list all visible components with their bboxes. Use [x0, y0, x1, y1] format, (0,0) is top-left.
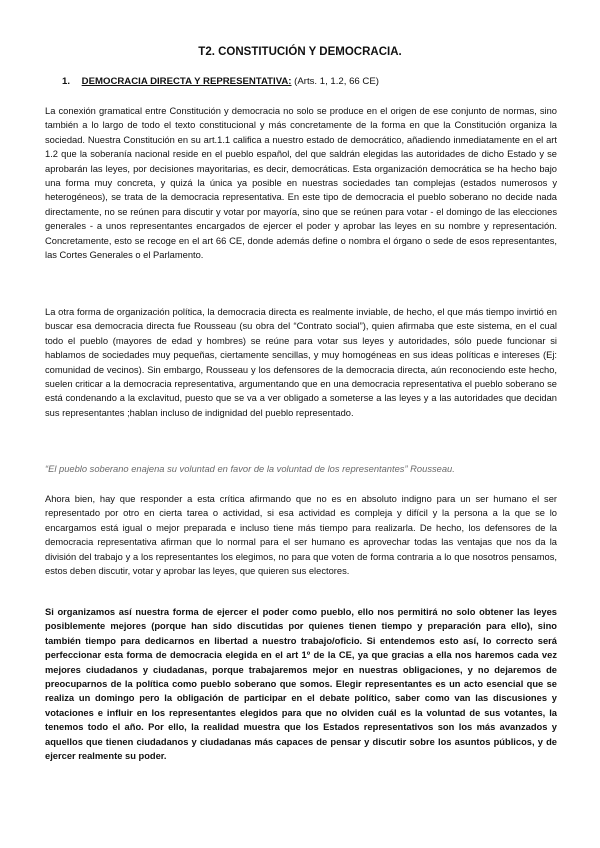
section-number: 1.: [62, 76, 71, 87]
paragraph-3: Ahora bien, hay que responder a esta crítica afirmando que no es en absoluto indigno para un ser humano el ser representado por otro en cierta tarea o actividad, si esa actividad es compleja y difícil y la persona a la que se lo encargamos está igual o mejor preparada e incluso tiene más tiempo para realizarla. De hecho, los defensores de la democracia representativa afirman que lo normal para el ser humano es aprovechar todas las ventajas que nos da la división del trabajo y a los representantes los elegimos, no para que voten de forma contraria a lo que nosotros pensamos, estos deben discutir, votar y aprobar las leyes, que quieren sus electores.: [45, 494, 557, 577]
paragraph-2: La otra forma de organización política, la democracia directa es realmente inviable, de hecho, el que más tiempo invirtió en buscar esa democracia directa fue Rousseau (su obra del “Contrato social”), quien afirmaba que este sistema, en el cual todo el pueblo (mayores de edad y hombres) se reúne para votar sus leyes y autoridades, sólo puede funcionar si hablamos de sociedades muy pequeñas, ciertamente sencillas, y muy homogéneas en sus ideas políticas e intereses (Ej: comunidad de vecinos). Sin embargo, Rousseau y los defensores de la democracia directa, aún reconociendo este hecho, suelen criticar a la democracia representativa, argumentando que en una democracia representativa el pueblo soberano se está condenando a la exclavitud, puesto que se va a ver obligado a someterse a las leyes y a las autoridades que decidan sus representantes ;hablan incluso de indignidad del pueblo representado.: [45, 307, 557, 418]
rousseau-quote: “El pueblo soberano enajena su voluntad en favor de la voluntad de los representantes” Rousseau.: [45, 464, 455, 474]
paragraph-1: La conexión gramatical entre Constitución y democracia no solo se produce en el origen de ese conjunto de normas, sino también a lo largo de todo el texto constitucional y más concretamente de la forma en que la Constitución organiza la sociedad. Nuestra Constitución en su art.1.1 califica a nuestro estado de democrático, añadiendo inmediatamente en el art 1.2 que la soberanía nacional reside en el pueblo español, del que saldrán elegidas las autoridades de dicho Estado y se aprobarán las leyes, por decisiones mayoritarias, es decir, democráticas. Esta organización democrática se ha hecho bajo una forma muy concreta, y quizá la única ya posible en nuestras sociedades tan complejas (estados numerosos y heterogéneos), se trata de la democracia representativa. En este tipo de democracia el pueblo soberano no decide nada directamente, no se reúnen para discutir y votar por mayoría, sino que se reúnen para votar - el domingo de las elecciones generales - a unos representantes encargados de ejercer el poder y aprobar las leyes en su nombre y representación. Concretamente, esto se recoge en el art 66 CE, donde además define o nombra el órgano o sede de esos representantes, las Cortes Generales o el Parlamento.: [45, 106, 557, 261]
section-heading: [62, 76, 379, 87]
paragraph-4: Si organizamos así nuestra forma de ejercer el poder como pueblo, ello nos permitirá no solo obtener las leyes posiblemente mejores (porque han sido discutidas por quienes tienen tiempo y preparación para ello), sino también tiempo para dedicarnos en libertad a nuestro trabajo/oficio. Si entendemos esto así, lo correcto será perfeccionar esta forma de democracia elegida en el art 1º de la CE, ya que gracias a ella nos haremos cada vez mejores ciudadanos y ciudadanas, porque trabajaremos mejor en nuestras obligaciones, y no dejaremos de preocuparnos de la política como pueblo soberano que somos. Elegir representantes es un acto esencial que se realiza un domingo pero la obligación de participar en el debate político, saber como van las discusiones y votaciones e influir en los representantes elegidos para que no olviden cuál es la voluntad de sus votantes, la tenemos todo el año. Por ello, la realidad muestra que los Estados representativos son los más avanzados y aquellos que tienen ciudadanos y ciudadanas más capaces de pensar y discutir sobre los asuntos públicos, y de ejercer realmente su poder.: [45, 607, 557, 762]
section-article-refs: (Arts. 1, 1.2, 66 CE): [294, 76, 379, 87]
section-heading-label: DEMOCRACIA DIRECTA Y REPRESENTATIVA:: [81, 76, 292, 87]
page-title: T2. CONSTITUCIÓN Y DEMOCRACIA.: [198, 46, 402, 58]
